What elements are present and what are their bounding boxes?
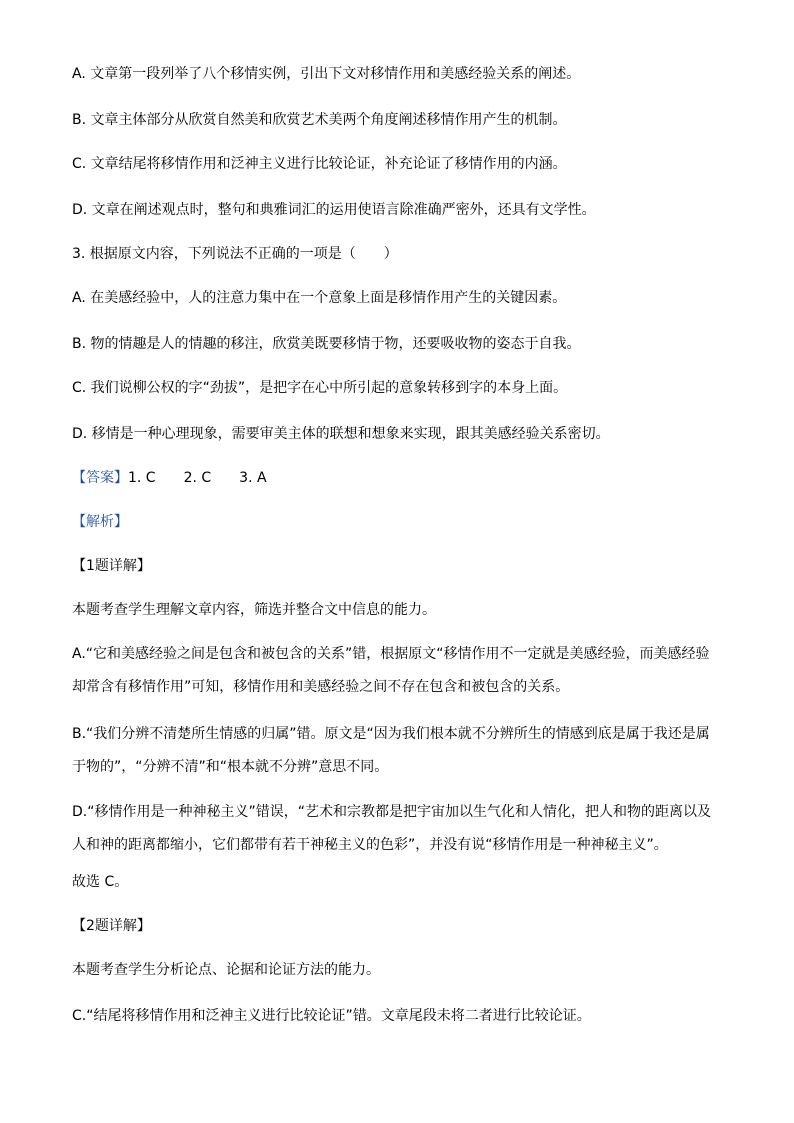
detail-1-option-b: B.“我们分辨不清楚所生情感的归属”错。原文是“因为我们根本就不分辨所生的情感到底是属于我还是属于物的”，“分辨不清”和“根本就不分辨”意思不同。 xyxy=(72,726,710,775)
detail-1-conclusion: 故选 C。 xyxy=(72,874,129,890)
detail-2-intro: 本题考查学生分析论点、论据和论证方法的能力。 xyxy=(72,962,380,978)
analysis-tag: 【解析】 xyxy=(72,514,128,530)
q3-option-b: B. 物的情趣是人的情趣的移注，欣赏美既要移情于物，还要吸收物的姿态于自我。 xyxy=(72,336,581,352)
detail-2-title: 【2题详解】 xyxy=(72,918,151,934)
q2-option-d: D. 文章在阐述观点时，整句和典雅词汇的运用使语言除准确严密外，还具有文学性。 xyxy=(72,202,596,218)
q3-option-a: A. 在美感经验中，人的注意力集中在一个意象上面是移情作用产生的关键因素。 xyxy=(72,290,567,306)
q2-option-c: C. 文章结尾将移情作用和泛神主义进行比较论证，补充论证了移情作用的内涵。 xyxy=(72,156,567,172)
detail-1-option-d: D.“移情作用是一种神秘主义”错误，“艺术和宗教都是把宇宙加以生气化和人情化，把人和物的距离以及人和神的距离都缩小，它们都带有若干神秘主义的色彩”，并没有说“移情作用是一种神秘主义”。 xyxy=(72,804,711,853)
detail-2-option-c: C.“结尾将移情作用和泛神主义进行比较论证”错。文章尾段未将二者进行比较论证。 xyxy=(72,1008,591,1024)
q3-stem: 3. 根据原文内容，下列说法不正确的一项是（ ） xyxy=(72,246,398,262)
answer-value: 1. C 2. C 3. A xyxy=(128,470,267,486)
detail-1-option-a: A.“它和美感经验之间是包含和被包含的关系”错，根据原文“移情作用不一定就是美感经验，而美感经验却常含有移情作用”可知，移情作用和美感经验之间不存在包含和被包含的关系。 xyxy=(72,646,710,695)
q2-option-b: B. 文章主体部分从欣赏自然美和欣赏艺术美两个角度阐述移情作用产生的机制。 xyxy=(72,112,567,128)
answer-tag: 【答案】 xyxy=(72,470,128,486)
detail-1-intro: 本题考查学生理解文章内容，筛选并整合文中信息的能力。 xyxy=(72,602,436,618)
answer-line xyxy=(72,466,267,490)
detail-1-title: 【1题详解】 xyxy=(72,558,151,574)
q2-option-a: A. 文章第一段列举了八个移情实例，引出下文对移情作用和美感经验关系的阐述。 xyxy=(72,66,581,82)
q3-option-c: C. 我们说柳公权的字“劲拔”，是把字在心中所引起的意象转移到字的本身上面。 xyxy=(72,380,568,396)
q3-option-d: D. 移情是一种心理现象，需要审美主体的联想和想象来实现，跟其美感经验关系密切。 xyxy=(72,426,610,442)
